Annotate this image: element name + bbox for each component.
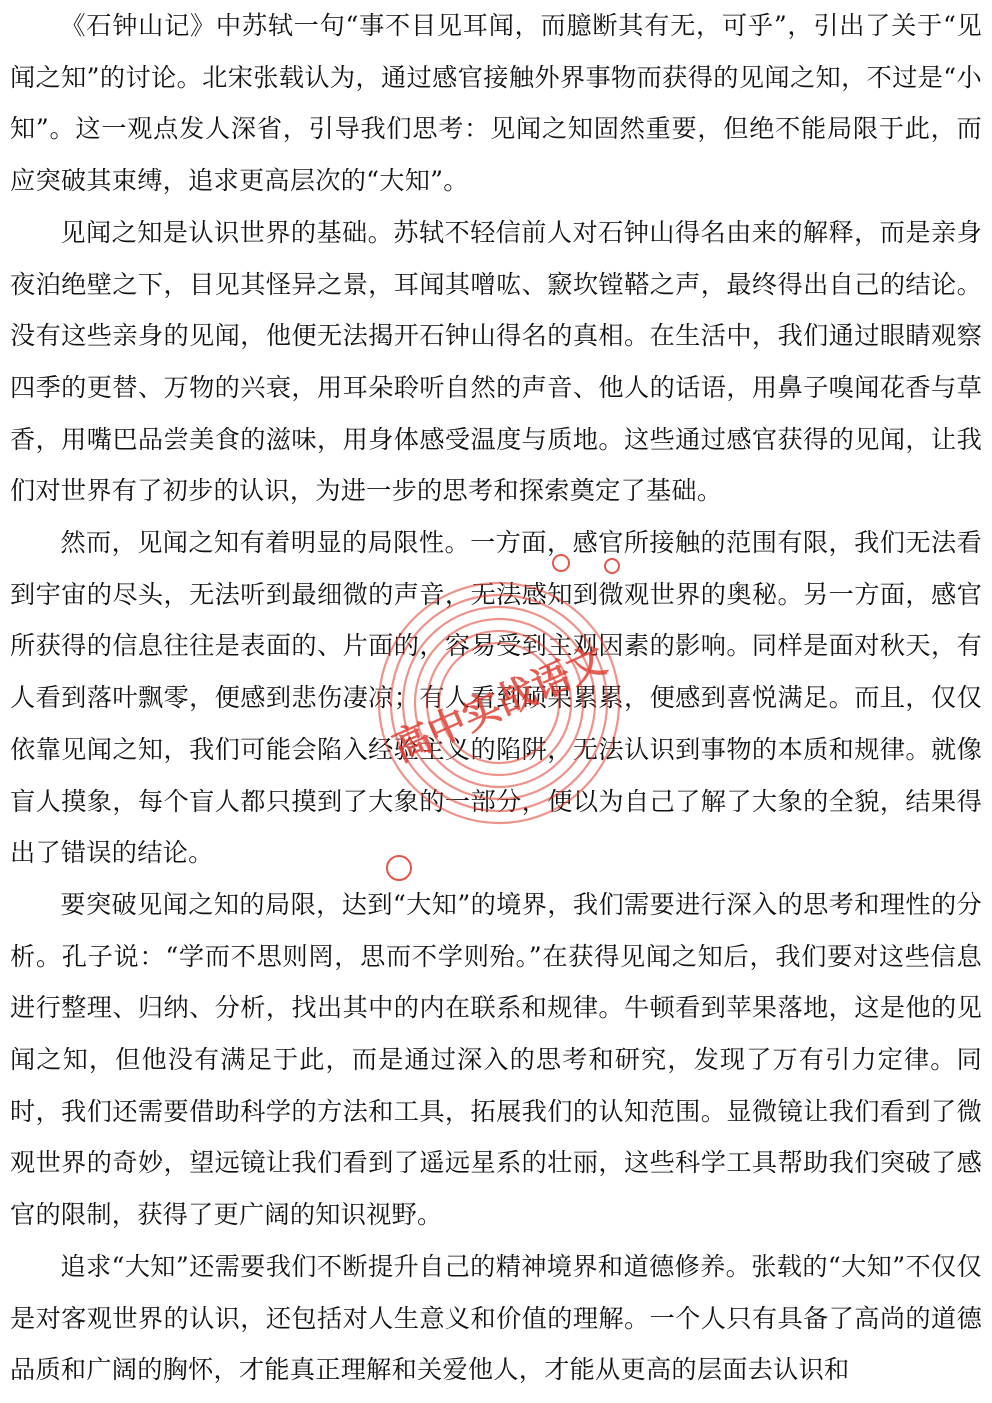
watermark-text: 高中实战语文 — [386, 637, 613, 771]
circle-mark — [552, 554, 570, 572]
paragraph-4: 要突破见闻之知的局限，达到“大知”的境界，我们需要进行深入的思考和理性的分析。孔子说：“学而不思则罔，思而不学则殆。”在获得见闻之知后，我们要对这些信息进行整理、归纳、分析，找出其中的内在联系和规律。牛顿看到苹果落地，这是他的见闻之知，但他没有满足于此，而是通过深入的思考和研究，发现了万有引力定律。同时，我们还需要借助科学的方法和工具，拓展我们的认知范围。显微镜让我们看到了微观世界的奇妙，望远镜让我们看到了遥远星系的壮丽，这些科学工具帮助我们突破了感官的限制，获得了更广阔的知识视野。 — [10, 889, 982, 1230]
paragraph-5: 追求“大知”还需要我们不断提升自己的精神境界和道德修养。张载的“大知”不仅仅是对客观世界的认识，还包括对人生意义和价值的理解。一个人只有具备了高尚的道德品质和广阔的胸怀，才能真正理解和关爱他人，才能从更高的层面去认识和 — [10, 1251, 982, 1385]
circle-mark — [604, 558, 620, 574]
paragraph-3: 然而，见闻之知有着明显的局限性。一方面，感官所接触的范围有限，我们无法看到宇宙的尽头，无法听到最细微的声音，无法感知到微观世界的奥秘。另一方面，感官所获得的信息往往是表面的、片面的，容易受到主观因素的影响。同样是面对秋天，有人看到落叶飘零，便感到悲伤凄凉；有人看到硕果累累，便感到喜悦满足。而且，仅仅依靠见闻之知，我们可能会陷入经验主义的陷阱，无法认识到事物的本质和规律。就像盲人摸象，每个盲人都只摸到了大象的一部分，便以为自己了解了大象的全貌，结果得出了错误的结论。 — [10, 528, 982, 868]
article-body — [10, 0, 982, 1396]
circle-mark — [386, 855, 412, 881]
paragraph-2: 见闻之知是认识世界的基础。苏轼不轻信前人对石钟山得名由来的解释，而是亲身夜泊绝壁之下，目见其怪异之景，耳闻其噌吰、窾坎镗鞳之声，最终得出自己的结论。没有这些亲身的见闻，他便无法揭开石钟山得名的真相。在生活中，我们通过眼睛观察四季的更替、万物的兴衰，用耳朵聆听自然的声音、他人的话语，用鼻子嗅闻花香与草香，用嘴巴品尝美食的滋味，用身体感受温度与质地。这些通过感官获得的见闻，让我们对世界有了初步的认识，为进一步的思考和探索奠定了基础。 — [10, 217, 982, 506]
paragraph-1: 《石钟山记》中苏轼一句“事不目见耳闻，而臆断其有无，可乎”，引出了关于“见闻之知”的讨论。北宋张载认为，通过感官接触外界事物而获得的见闻之知，不过是“小知”。这一观点发人深省，引导我们思考：见闻之知固然重要，但绝不能局限于此，而应突破其束缚，追求更高层次的“大知”。 — [10, 11, 982, 196]
